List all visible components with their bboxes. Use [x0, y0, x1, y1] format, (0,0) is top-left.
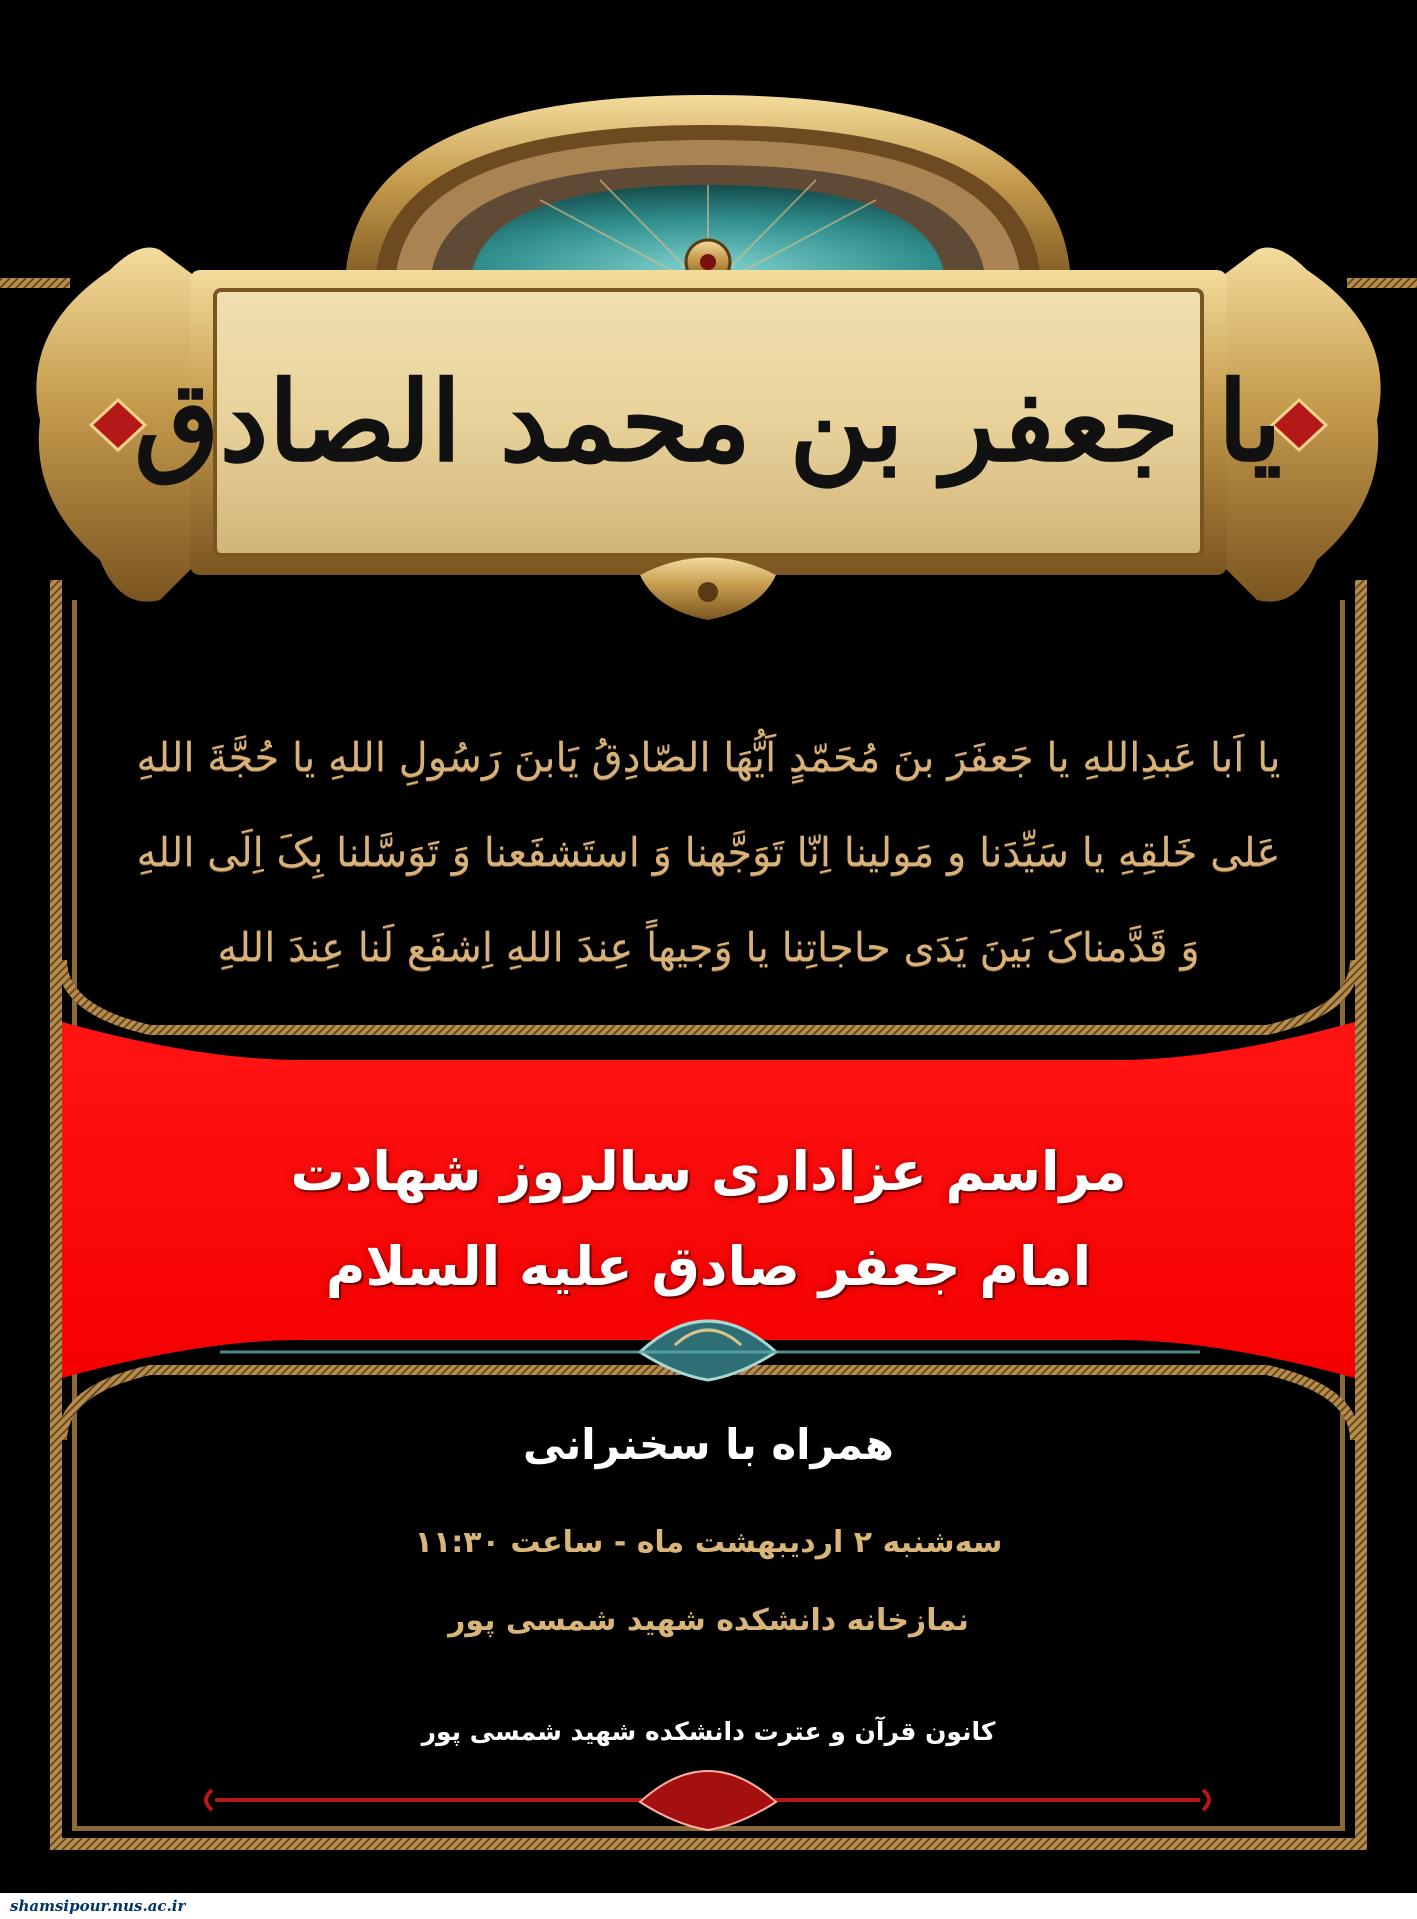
event-title-line-1: مراسم عزاداری سالروز شهادت: [290, 1140, 1127, 1203]
banner-calligraphy: یا جعفر بن محمد الصادق: [134, 357, 1282, 486]
event-title-line-2: امام جعفر صادق علیه السلام: [325, 1235, 1092, 1298]
footer-site[interactable]: shamsipour.nus.ac.ir: [10, 1897, 186, 1915]
footer-bar: [0, 1893, 1417, 1919]
ziyarat-line-1: یا اَبا عَبدِاللهِ یا جَعفَرَ بنَ مُحَمّدٍ اَیُّهَا الصّادِقُ یَابنَ رَسُولِ اللهِ یا حُجَّةَ اللهِ: [136, 735, 1281, 781]
ziyarat-line-2: عَلی خَلقِهِ یا سَیِّدَنا و مَولینا اِنّا تَوَجَّهنا وَ استَشفَعنا وَ تَوَسَّلنا بِکَ اِلَی اللهِ: [136, 830, 1281, 876]
event-subtitle: همراه با سخنرانی: [523, 1420, 894, 1469]
event-organizer: کانون قرآن و عترت دانشکده شهید شمسی پور: [421, 1717, 996, 1746]
event-location: نمازخانه دانشکده شهید شمسی پور: [448, 1603, 969, 1638]
ziyarat-line-3: وَ قَدَّمناکَ بَینَ یَدَی حاجاتِنا یا وَجیهاً عِندَ اللهِ اِشفَع لَنا عِندَ اللهِ: [217, 925, 1200, 971]
calligraphy-banner: [36, 248, 1380, 621]
event-datetime: سه‌شنبه ۲ اردیبهشت ماه - ساعت ۱۱:۳۰: [414, 1525, 1003, 1560]
